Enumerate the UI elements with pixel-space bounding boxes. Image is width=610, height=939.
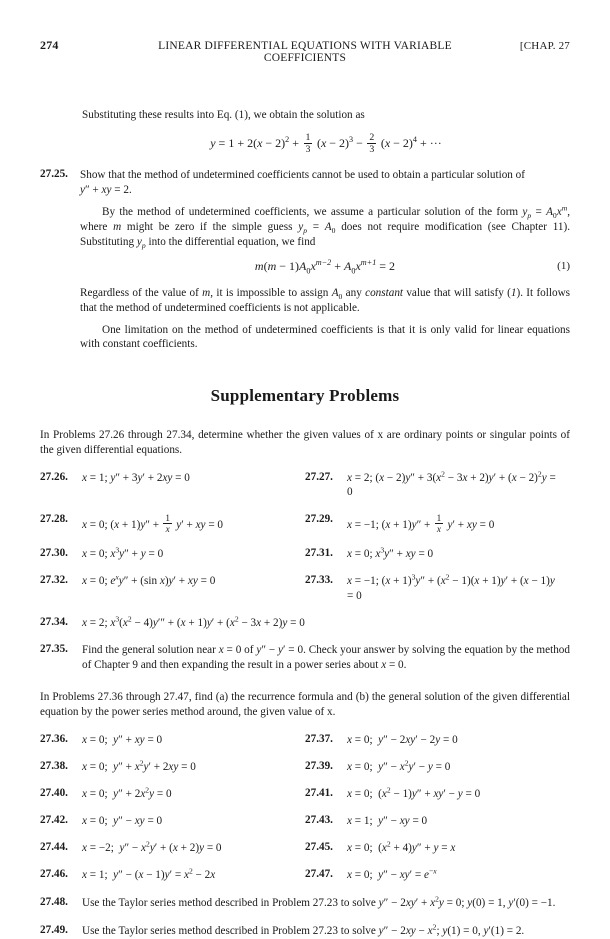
problem-27-39-text: x = 0; $y'' - x^2y' - y = 0$	[347, 758, 451, 773]
grid-row	[40, 760, 570, 775]
problem-27-31-text: x = 0; $x^3y''$ + xy = 0	[347, 545, 434, 561]
problem-27-25-para1: By the method of undetermined coefficients, we assume a particular solution of the form $y_p = A_0x^m$, where m might be zero if the simple guess $y_p = A_0$ does not require modification (see Chapter 11). Substituting $y_p$ into the differential equation, we find	[80, 203, 571, 251]
problem-27-27-number: 27.27.	[305, 470, 333, 483]
problem-27-25-para2: Regardless of the value of m, it is impossible to assign $A_0$ any constant value that will satisfy (1). It follows that the method of undetermined coefficients is not applicable.	[80, 286, 571, 314]
supplementary-lead-1: In Problems 27.26 through 27.34, determine whether the given values of x are ordinary points or singular points of the given differential equations.	[40, 429, 570, 457]
problem-27-36-number: 27.36.	[40, 732, 68, 745]
grid-row	[40, 547, 570, 562]
problem-27-34	[40, 616, 570, 631]
problem-27-35	[40, 643, 570, 673]
supplementary-lead-2: In Problems 27.36 through 27.47, find (a) the recurrence formula and (b) the general solution of the given differential equation by the power series method around, the given value of x.	[40, 691, 570, 719]
grid-row	[40, 471, 570, 500]
grid-row	[40, 616, 570, 631]
problem-27-48	[40, 896, 570, 911]
grid-row	[40, 868, 570, 883]
running-head-title: LINEAR DIFFERENTIAL EQUATIONS WITH VARIABLE COEFFICIENTS	[158, 40, 452, 64]
problem-27-46-text: x = 1; $y'' - (x - 1)y' = x^2 - 2x$	[82, 866, 216, 882]
problem-27-41-number: 27.41.	[305, 787, 333, 799]
problem-27-34-number: 27.34.	[40, 615, 68, 628]
problem-27-31-number: 27.31.	[305, 547, 333, 560]
problem-27-25-equation-wrap	[80, 259, 570, 275]
problem-27-30	[40, 547, 305, 562]
problem-27-48-number: 27.48.	[40, 895, 68, 908]
problem-27-40	[40, 787, 305, 802]
problem-27-48-text: Use the Taylor series method described in Problem 27.23 to solve $y'' - 2xy' + x^2y = 0$; y(0) = 1, y′(0) = −1.	[82, 894, 556, 909]
problem-27-25-statement: Show that the method of undetermined coefficients cannot be used to obtain a particular solution of	[80, 169, 525, 182]
problem-27-25	[40, 168, 570, 352]
problem-27-25-equation-number: (1)	[557, 259, 570, 272]
problem-27-40-text: x = 0; $y'' + 2x^2y = 0$	[82, 785, 172, 800]
problem-27-28	[40, 513, 305, 535]
problem-27-45	[305, 841, 570, 856]
problem-27-33	[305, 574, 570, 603]
problem-27-43-text: x = 1; y″ − xy = 0	[347, 815, 428, 828]
grid-row	[40, 574, 570, 603]
problem-27-25-body	[80, 168, 570, 352]
problem-27-25-number: 27.25.	[40, 168, 68, 181]
problem-27-28-text: x = 0; (x + 1)y″ + $\frac{1}{x}$ y′ + xy = 0	[82, 512, 224, 535]
problem-27-41	[305, 787, 570, 802]
problem-27-49-number: 27.49.	[40, 923, 68, 936]
problem-27-34-text: x = 2; $x^3(x^2 - 4)y''' + (x + 1)y' + (x^2 - 3x + 2)y = 0$	[82, 614, 305, 629]
problem-27-39-number: 27.39.	[305, 759, 333, 772]
problem-27-41-text: x = 0; $(x^2 - 1)y'' + xy' - y = 0$	[347, 785, 481, 800]
problem-27-28-number: 27.28.	[40, 512, 68, 525]
problem-27-31	[305, 547, 570, 562]
problem-27-44-number: 27.44.	[40, 841, 68, 854]
running-head-chapter: [CHAP. 27	[519, 40, 570, 52]
problem-27-35-text: Find the general solution near x = 0 of y″ − y′ = 0. Check your answer by solving the equation by the method of Chapter 9 and then expanding the result in a power series about x = 0.	[82, 644, 570, 672]
section-heading: Supplementary Problems	[210, 386, 400, 406]
problem-27-39	[305, 760, 570, 775]
problem-27-26-text: x = 1; y″ + 3y′ + 2xy = 0	[82, 471, 190, 484]
problem-27-38	[40, 760, 305, 775]
problem-27-26-number: 27.26.	[40, 470, 68, 483]
problem-27-32-text: x = 0; $e^xy'' + (\sin$ x)y′ + xy = 0	[82, 572, 216, 588]
problem-27-30-text: x = 0; $x^3y'' + y = 0$	[82, 545, 164, 561]
problem-27-33-text: x = −1; $(x + 1)^3y'' + (x^2 - 1)(x + 1)y' + (x - 1)y = 0$	[347, 572, 555, 602]
problem-grid-b	[40, 733, 570, 883]
problem-27-37	[305, 733, 570, 748]
problem-27-35-number: 27.35.	[40, 643, 68, 656]
problem-27-33-number: 27.33.	[305, 574, 333, 587]
problem-27-40-number: 27.40.	[40, 787, 68, 799]
problem-27-36	[40, 733, 305, 748]
problem-27-37-number: 27.37.	[305, 732, 333, 745]
problem-27-46-number: 27.46.	[40, 868, 68, 881]
top-continuation	[40, 108, 570, 155]
grid-row	[40, 787, 570, 802]
problem-27-36-text: x = 0; y″ + xy = 0	[82, 733, 163, 746]
problem-27-47-number: 27.47.	[305, 868, 333, 881]
problem-27-42-text: x = 0; y″ − xy = 0	[82, 815, 163, 828]
page-number: 274	[40, 38, 59, 52]
problem-27-38-number: 27.38.	[40, 759, 68, 772]
top-equation: $y = 1 + 2(x - 2)^2$ + $\frac{1}{3}$ $(x - 2)^3$ − $\frac{2}{3}$ $(x - 2)^4$ + ···	[210, 131, 442, 156]
problem-27-25-equation: $m(m - 1)A_0x^{m-2} + A_0x^{m+1} = 2$	[254, 257, 396, 276]
grid-row	[40, 841, 570, 856]
problem-27-45-text: x = 0; $(x^2 + 4)y'' + y = x$	[347, 839, 456, 855]
problem-27-42	[40, 814, 305, 829]
problem-27-27-text: x = 2; $(x - 2)y'' + 3(x^2 - 3x + 2)y' + (x - 2)^2y = 0$	[347, 469, 556, 499]
problem-27-44	[40, 841, 305, 856]
problem-27-32	[40, 574, 305, 603]
problem-27-45-number: 27.45.	[305, 841, 333, 854]
top-intro-line: Substituting these results into Eq. (1), we obtain the solution as	[82, 109, 365, 121]
problem-27-42-number: 27.42.	[40, 814, 68, 827]
problem-27-47	[305, 868, 570, 883]
problem-27-47-text: x = 0; $y'' - xy' = e^{-x}$	[347, 866, 437, 882]
problem-27-32-number: 27.32.	[40, 574, 68, 587]
problem-27-49	[40, 924, 570, 939]
problem-27-43-number: 27.43.	[305, 814, 333, 827]
problem-27-29	[305, 513, 570, 535]
grid-row	[40, 733, 570, 748]
problem-27-26	[40, 471, 305, 500]
problem-27-37-text: x = 0; y″ − 2xy′ − 2y = 0	[347, 733, 458, 746]
problem-27-29-text: x = −1; (x + 1)y″ + $\frac{1}{x}$ y′ + xy = 0	[347, 512, 495, 535]
problem-27-27	[305, 471, 570, 500]
problem-27-25-equation-statement: y″ + xy = 2.	[80, 184, 132, 197]
grid-row	[40, 814, 570, 829]
problem-27-30-number: 27.30.	[40, 547, 68, 560]
problem-grid-a	[40, 471, 570, 631]
problem-27-44-text: x = −2; $y'' - x^2y' + (x + 2)y = 0$	[82, 839, 222, 855]
problem-27-46	[40, 868, 305, 883]
problem-27-49-text: Use the Taylor series method described in Problem 27.23 to solve $y'' - 2xy - x^2$; y(1) = 0, y′(1) = 2.	[82, 922, 525, 937]
running-head	[40, 38, 570, 64]
grid-row	[40, 513, 570, 535]
problem-27-25-para3: One limitation on the method of undetermined coefficients is that it is only valid for linear equations with constant coefficients.	[80, 323, 570, 351]
problem-27-38-text: x = 0; $y'' + x^2y' + 2xy = 0$	[82, 758, 196, 773]
problem-27-29-number: 27.29.	[305, 512, 333, 525]
problem-27-43	[305, 814, 570, 829]
